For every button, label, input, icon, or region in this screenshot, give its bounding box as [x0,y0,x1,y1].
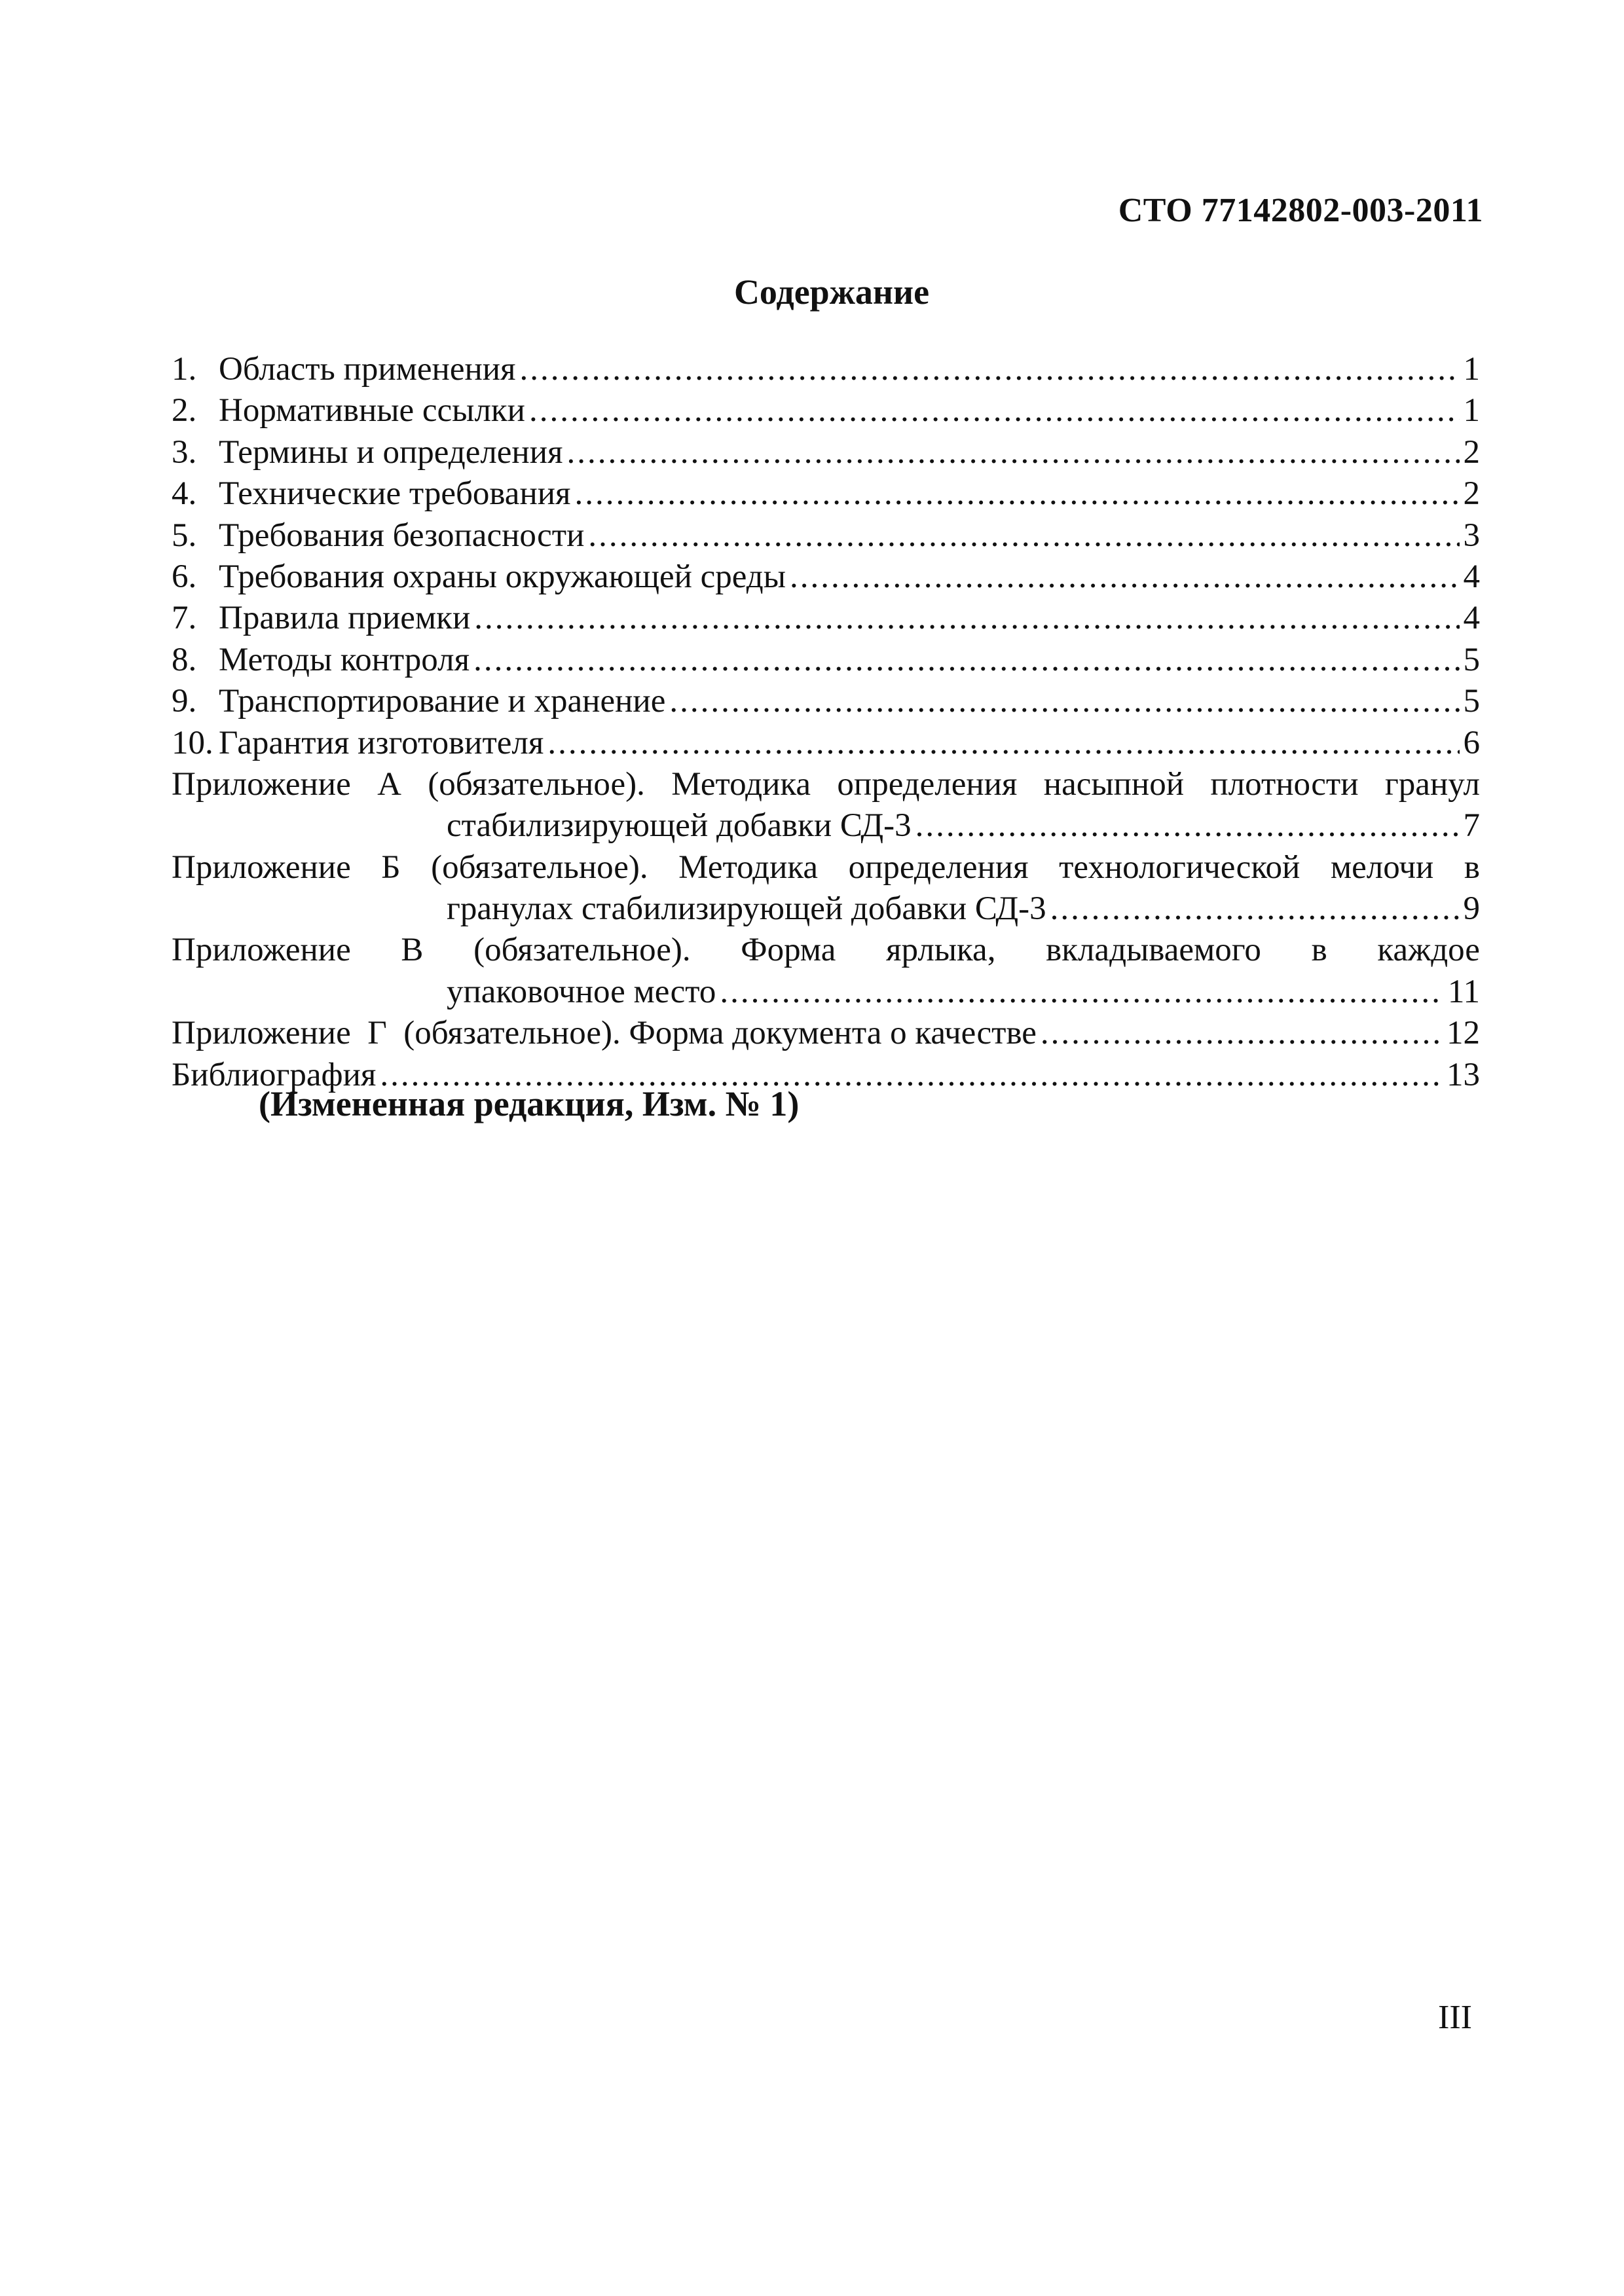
appendix-word: (обязательное). [431,848,648,886]
appendix-word: В [401,932,424,969]
toc-leader-dots [1041,1013,1443,1054]
appendix-word: Приложение [172,765,351,803]
toc-entry-label: Требования безопасности [219,517,585,554]
appendix-word: в [1464,848,1480,886]
toc-leader-dots [474,598,1459,639]
toc-entry [172,640,1480,681]
toc-entry-number: 9. [172,683,197,720]
toc-entry-number: 10. [172,724,213,761]
toc-appendix-v-line1 [172,930,1480,971]
toc-leader-dots [529,390,1460,431]
toc-leader-dots [1050,888,1460,930]
toc-entry [172,349,1480,390]
toc-entry-number: 5. [172,517,197,554]
appendix-word: мелочи [1330,848,1434,886]
toc-appendix-b-line2 [172,888,1480,930]
toc-entry [172,515,1480,556]
toc-entry-number: 4. [172,475,197,513]
toc-entry [172,723,1480,764]
toc-appendix-g [172,1013,1480,1054]
toc-entry-page: 2 [1463,433,1480,471]
toc-entry-label: Нормативные ссылки [219,392,525,429]
appendix-word: ярлыка, [886,932,996,969]
appendix-word: Приложение [172,932,351,969]
toc-entry-label: Библиография [172,1056,377,1093]
toc-entry-label: Гарантия изготовителя [219,724,544,761]
toc-entry-label: Приложение Г (обязательное). Форма документа о качестве [172,1015,1037,1052]
toc-entry [172,432,1480,473]
toc-entry-page: 13 [1447,1056,1480,1093]
toc-entry [172,556,1480,598]
appendix-word: плотности [1210,765,1359,803]
toc-entry-page: 5 [1463,641,1480,678]
toc-entry-page: 9 [1463,890,1480,928]
toc-leader-dots [520,349,1460,390]
toc-entry-number: 3. [172,433,197,471]
appendix-word: определения [837,765,1018,803]
toc-leader-dots [790,556,1460,598]
appendix-word: Форма [741,932,836,969]
toc-entry-page: 12 [1447,1015,1480,1052]
amendment-note: (Измененная редакция, Изм. № 1) [259,1084,800,1123]
toc-leader-dots [915,805,1460,847]
appendix-word: в [1311,932,1327,969]
appendix-word: определения [848,848,1029,886]
toc-entry [172,681,1480,722]
toc-leader-dots [473,640,1459,681]
toc-entry-number: 8. [172,641,197,678]
toc-appendix-v-line2 [172,972,1480,1013]
appendix-word: А [377,765,401,803]
toc-leader-dots [720,972,1443,1013]
toc-entry-number: 6. [172,558,197,595]
toc-title: Содержание [733,272,930,312]
toc-appendix-a-line1 [172,764,1480,805]
toc-entry-label: Правила приемки [219,600,471,637]
toc-leader-dots [588,515,1459,556]
appendix-word: (обязательное). [473,932,691,969]
toc-entry-page: 7 [1463,807,1480,845]
appendix-word: насыпной [1043,765,1184,803]
toc-entry-page: 3 [1463,517,1480,554]
toc-entry-number: 7. [172,600,197,637]
toc-entry-number: 1. [172,351,197,388]
toc-entry-page: 6 [1463,724,1480,761]
toc-entry-page: 1 [1463,351,1480,388]
page-number: III [1438,1999,1472,2036]
appendix-word: Приложение [172,848,351,886]
toc-entry-page: 4 [1463,558,1480,595]
toc-appendix-a-line2 [172,805,1480,847]
toc-entry-page: 1 [1463,392,1480,429]
appendix-word: вкладываемого [1046,932,1261,969]
toc-entry-page: 2 [1463,475,1480,513]
appendix-word: Б [381,848,401,886]
toc-entry-page: 11 [1447,973,1480,1010]
toc-leader-dots [566,432,1459,473]
toc-entry-label: Термины и определения [219,433,563,471]
toc-entry-label: упаковочное место [447,973,716,1010]
appendix-word: каждое [1377,932,1480,969]
toc-entry [172,390,1480,431]
appendix-word: Методика [671,765,811,803]
toc-entry-page: 4 [1463,600,1480,637]
toc-entry-label: Технические требования [219,475,571,513]
toc-entry-label: Область применения [219,351,516,388]
table-of-contents [172,349,1480,1096]
appendix-word: (обязательное). [428,765,645,803]
toc-appendix-b-line1 [172,847,1480,888]
toc-entry-number: 2. [172,392,197,429]
appendix-word: гранул [1384,765,1480,803]
toc-entry [172,598,1480,639]
toc-entry-label: стабилизирующей добавки СД-3 [447,807,912,845]
appendix-word: технологической [1059,848,1301,886]
toc-leader-dots [669,681,1459,722]
toc-entry-page: 5 [1463,683,1480,720]
toc-entry-label: Методы контроля [219,641,470,678]
toc-entry-label: гранулах стабилизирующей добавки СД-3 [447,890,1046,928]
toc-leader-dots [575,473,1460,515]
toc-entry-label: Транспортирование и хранение [219,683,666,720]
document-code: СТО 77142802-003-2011 [1118,192,1483,229]
toc-leader-dots [547,723,1459,764]
appendix-word: Методика [678,848,819,886]
toc-entry [172,473,1480,515]
toc-entry-label: Требования охраны окружающей среды [219,558,786,595]
